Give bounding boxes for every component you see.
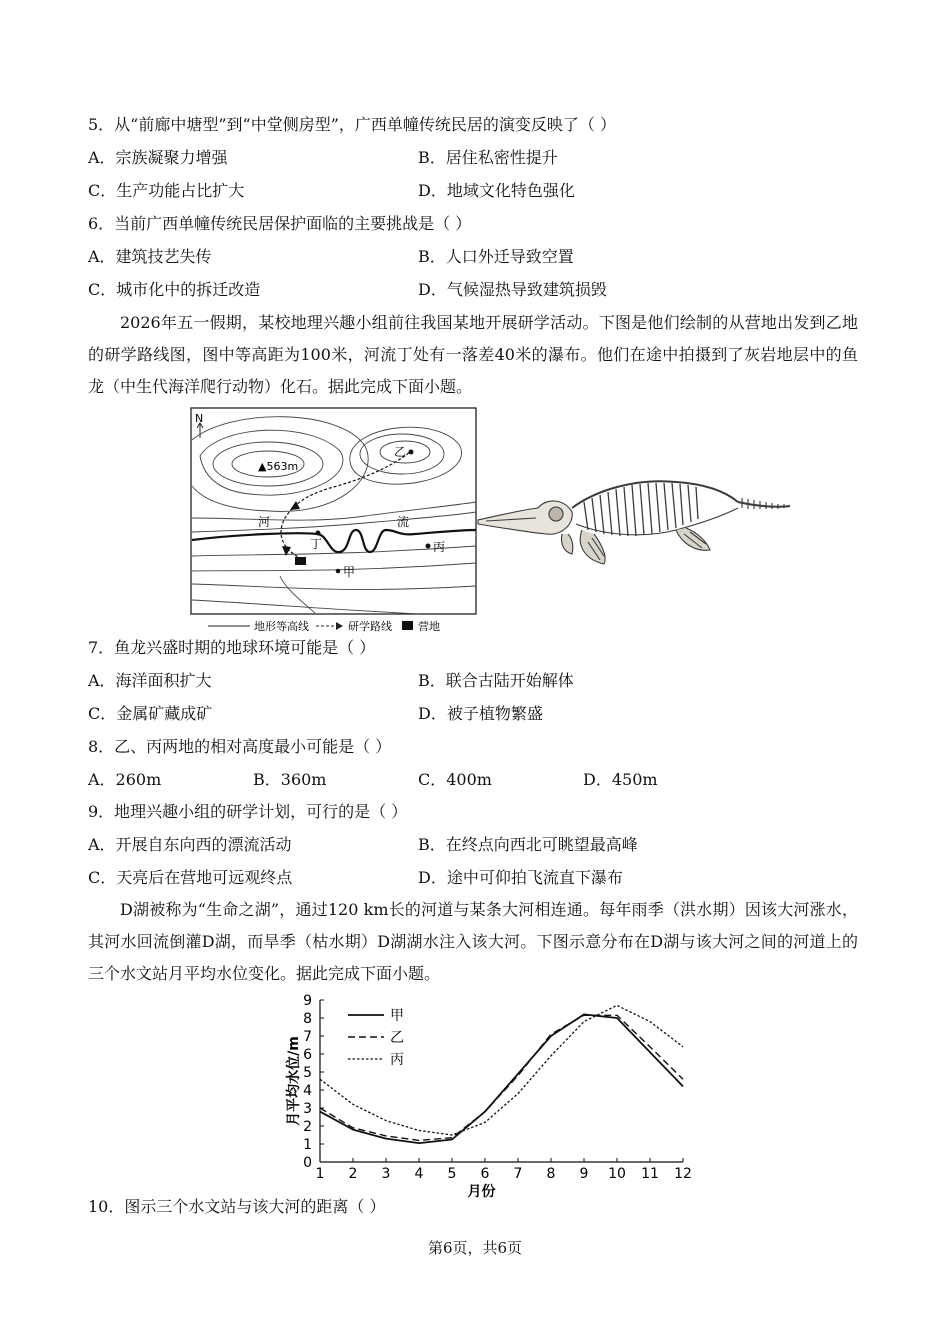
y-tick-label: 2	[303, 1119, 312, 1135]
q8-option-a: A．260m	[88, 770, 162, 789]
water-level-chart	[278, 990, 698, 1202]
bing-point-icon	[426, 544, 431, 549]
x-tick-label: 2	[348, 1166, 358, 1182]
q7-option-d: D．被子植物繁盛	[418, 704, 543, 723]
q6-option-c: C．城市化中的拆迁改造	[88, 280, 261, 299]
x-tick-label: 6	[480, 1166, 490, 1182]
q9-option-b: B．在终点向西北可眺望最高峰	[418, 835, 638, 854]
jia-point-icon	[336, 569, 341, 574]
q5-option-a: A．宗族凝聚力增强	[88, 148, 228, 167]
map-legend	[190, 616, 480, 638]
ichthyosaur-fossil-illustration	[476, 468, 792, 578]
y-tick-label: 8	[303, 1011, 312, 1027]
legend-camp-icon	[402, 621, 413, 630]
q5-option-c: C．生产功能占比扩大	[88, 181, 245, 200]
ding-label: 丁	[310, 537, 323, 551]
x-tick-label: 5	[447, 1166, 457, 1182]
y-tick-label: 7	[303, 1029, 312, 1045]
map-frame	[191, 408, 476, 614]
legend-label-2: 乙	[390, 1030, 404, 1046]
y-tick-label: 1	[303, 1137, 312, 1153]
legend-label-3: 丙	[390, 1052, 404, 1068]
x-tick-label: 4	[414, 1166, 424, 1182]
x-tick-label: 10	[608, 1166, 626, 1182]
y-tick-label: 4	[303, 1083, 312, 1099]
camp-icon	[295, 557, 306, 565]
legend-contour-label: 地形等高线	[254, 620, 309, 633]
q7-option-b: B．联合古陆开始解体	[418, 671, 574, 690]
q8-option-c: C．400m	[418, 770, 492, 789]
legend-camp-label: 营地	[418, 620, 440, 633]
q7-stem: 7．鱼龙兴盛时期的地球环境可能是（ ）	[88, 638, 376, 657]
y-tick-label: 5	[303, 1065, 312, 1081]
q7-option-a: A．海洋面积扩大	[88, 671, 212, 690]
peak-label: ▲563m	[258, 460, 299, 473]
q5-option-b: B．居住私密性提升	[418, 148, 558, 167]
y-tick-label: 6	[303, 1047, 312, 1063]
y-axis-label: 月平均水位/m	[286, 1036, 302, 1126]
q6-option-a: A．建筑技艺失传	[88, 247, 212, 266]
q10-stem: 10．图示三个水文站与该大河的距离（ ）	[88, 1197, 386, 1216]
x-tick-label: 3	[381, 1166, 391, 1182]
q8-stem: 8．乙、丙两地的相对高度最小可能是（ ）	[88, 737, 392, 756]
q5-option-d: D．地域文化特色强化	[418, 181, 575, 200]
q7-option-c: C．金属矿藏成矿	[88, 704, 213, 723]
series-line-2	[320, 1015, 683, 1140]
research-route-map	[190, 406, 480, 636]
y-tick-label: 9	[303, 993, 312, 1009]
y-tick-label: 3	[303, 1101, 312, 1117]
yi-point-icon	[409, 450, 414, 455]
x-tick-label: 9	[579, 1166, 589, 1182]
q8-option-b: B．360m	[253, 770, 327, 789]
series-line-3	[320, 1005, 683, 1135]
q9-stem: 9．地理兴趣小组的研学计划，可行的是（ ）	[88, 802, 408, 821]
x-tick-label: 11	[641, 1166, 659, 1182]
yi-label: 乙	[394, 445, 407, 459]
page-footer: 第6页，共6页	[427, 1239, 523, 1257]
q6-option-b: B．人口外迁导致空置	[418, 247, 574, 266]
x-tick-label: 7	[513, 1166, 523, 1182]
jia-label: 甲	[343, 565, 356, 579]
q9-option-d: D．途中可仰拍飞流直下瀑布	[418, 868, 623, 887]
river-label-liu: 流	[397, 515, 410, 529]
q5-stem: 5．从“前廊中塘型”到“中堂侧房型”，广西单幢传统民居的演变反映了（ ）	[88, 115, 616, 134]
q8-option-d: D．450m	[583, 770, 658, 789]
legend-route-label: 研学路线	[348, 620, 392, 633]
x-axis-label: 月份	[467, 1184, 496, 1200]
legend-label-1: 甲	[390, 1008, 404, 1024]
ding-point-icon	[316, 531, 321, 536]
q9-option-c: C．天亮后在营地可远观终点	[88, 868, 293, 887]
river-label-he: 河	[258, 515, 271, 529]
q9-option-a: A．开展自东向西的漂流活动	[88, 835, 292, 854]
x-tick-label: 8	[546, 1166, 556, 1182]
x-tick-label: 1	[315, 1166, 325, 1182]
x-tick-label: 12	[674, 1166, 692, 1182]
q6-option-d: D．气候湿热导致建筑损毁	[418, 280, 607, 299]
bing-label: 丙	[433, 540, 446, 554]
passage-d-lake: D湖被称为“生命之湖”，通过120 km长的河道与某条大河相连通。每年雨季（洪水期）因该大河涨水，其河水回流倒灌D湖，而旱季（枯水期）D湖湖水注入该大河。下图示意分布在D湖与该大河之间的河道上的三个水文站月平均水位变化。据此完成下面小题。	[88, 900, 858, 983]
north-label: N	[195, 412, 204, 425]
series-line-1	[320, 1014, 683, 1143]
q6-stem: 6．当前广西单幢传统民居保护面临的主要挑战是（ ）	[88, 214, 472, 233]
passage-research-trip: 2026年五一假期，某校地理兴趣小组前往我国某地开展研学活动。下图是他们绘制的从营地出发到乙地的研学路线图，图中等高距为100米，河流丁处有一落差40米的瀑布。他们在途中拍摄到了灰岩地层中的鱼龙（中生代海洋爬行动物）化石。据此完成下面小题。	[88, 313, 858, 396]
y-tick-label: 0	[303, 1155, 312, 1171]
